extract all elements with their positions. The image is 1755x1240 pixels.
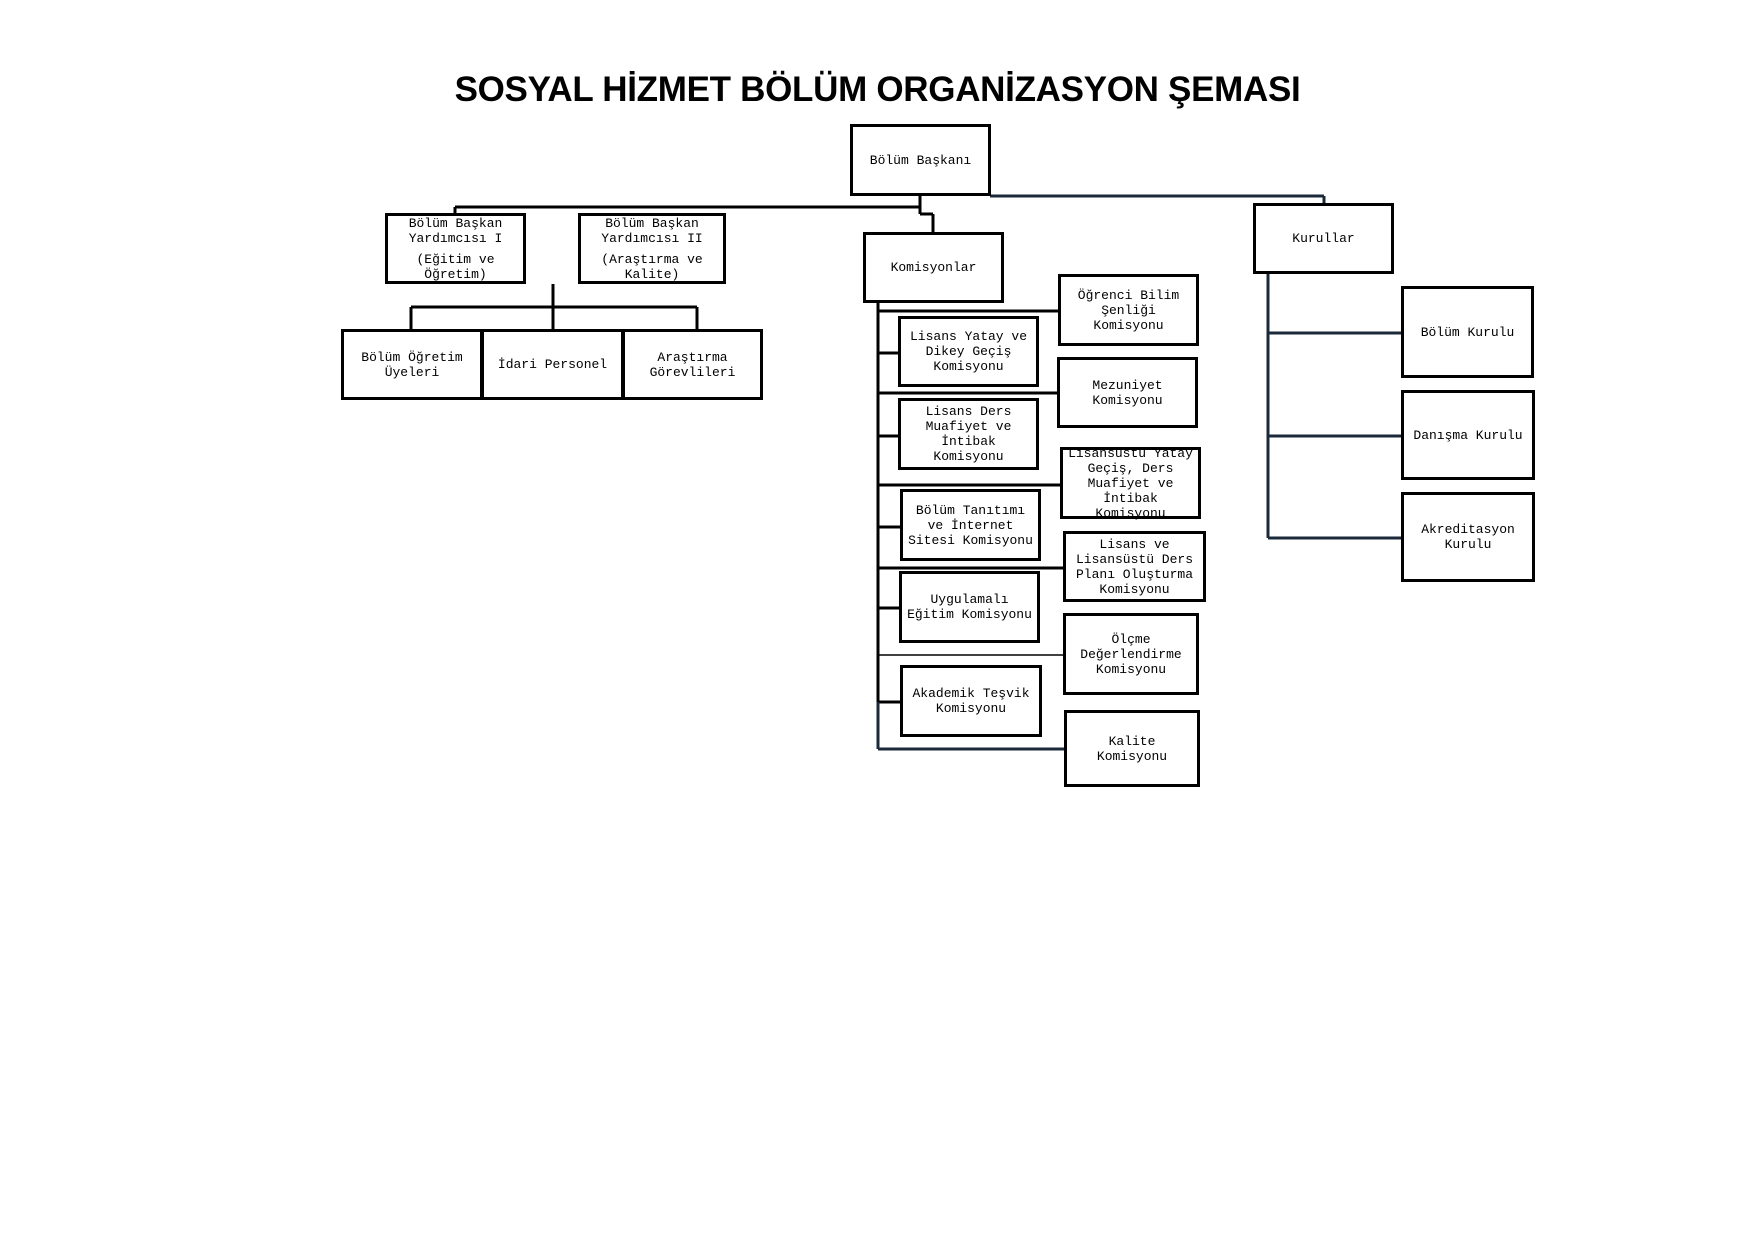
- node-faculty-members: [341, 329, 483, 400]
- node-label: Lisansüstü Yatay Geçiş, Ders Muafiyet ve İntibak Komisyonu: [1068, 445, 1193, 521]
- node-commission-promotion-website: [900, 489, 1041, 561]
- node-research-assistants: [622, 329, 763, 400]
- node-label: Bölüm Kurulu: [1420, 324, 1515, 340]
- node-commission-assessment: [1063, 613, 1199, 695]
- node-label: Ölçme Değerlendirme Komisyonu: [1080, 631, 1182, 677]
- node-label: Bölüm Başkan Yardımcısı II: [601, 215, 703, 246]
- node-board-department: [1401, 286, 1534, 378]
- node-label: Akreditasyon Kurulu: [1421, 522, 1515, 552]
- node-vice-chair-2: [578, 213, 726, 284]
- node-commission-academic-incentive: [900, 665, 1042, 737]
- node-commission-graduate-transfer: [1060, 447, 1201, 519]
- node-board-accreditation: [1401, 492, 1535, 582]
- node-commission-quality: [1064, 710, 1200, 787]
- node-board-advisory: [1401, 390, 1535, 480]
- node-label: Bölüm Öğretim Üyeleri: [361, 349, 463, 380]
- node-label: Kalite Komisyonu: [1096, 733, 1168, 764]
- node-vice-chair-1: [385, 213, 526, 284]
- node-department-head: [850, 124, 991, 196]
- node-label: Mezuniyet Komisyonu: [1092, 377, 1163, 408]
- node-sublabel: (Araştırma ve Kalite): [601, 251, 703, 282]
- node-label: Lisans Ders Muafiyet ve İntibak Komisyonu: [925, 404, 1012, 464]
- node-label: Bölüm Başkanı: [869, 152, 972, 168]
- node-commission-student-science-festival: [1058, 274, 1199, 346]
- node-label: Uygulamalı Eğitim Komisyonu: [907, 592, 1032, 622]
- node-label: Lisans ve Lisansüstü Ders Planı Oluşturma Komisyonu: [1075, 536, 1194, 597]
- node-label: Araştırma Görevlileri: [649, 349, 736, 380]
- node-label: Danışma Kurulu: [1413, 427, 1523, 443]
- node-label: Lisans Yatay ve Dikey Geçiş Komisyonu: [909, 329, 1028, 374]
- node-commission-graduation: [1057, 357, 1198, 428]
- node-label: İdari Personel: [497, 357, 608, 372]
- node-sublabel: (Eğitim ve Öğretim): [416, 251, 495, 282]
- node-administrative-staff: [481, 329, 624, 400]
- node-commission-horizontal-vertical-transfer: [898, 316, 1039, 387]
- node-label: Öğrenci Bilim Şenliği Komisyonu: [1077, 287, 1180, 333]
- node-label: Bölüm Tanıtımı ve İnternet Sitesi Komisyonu: [908, 502, 1033, 548]
- node-boards: [1253, 203, 1394, 274]
- node-label: Bölüm Başkan Yardımcısı I: [408, 215, 503, 246]
- node-commission-curriculum: [1063, 531, 1206, 602]
- node-label: Komisyonlar: [890, 260, 977, 275]
- node-commission-applied-education: [899, 571, 1040, 643]
- node-commissions: [863, 232, 1004, 303]
- node-commission-course-exemption: [898, 398, 1039, 470]
- node-label: Kurullar: [1292, 231, 1355, 246]
- chart-title: SOSYAL HİZMET BÖLÜM ORGANİZASYON ŞEMASI: [454, 70, 1301, 109]
- node-label: Akademik Teşvik Komisyonu: [912, 686, 1030, 716]
